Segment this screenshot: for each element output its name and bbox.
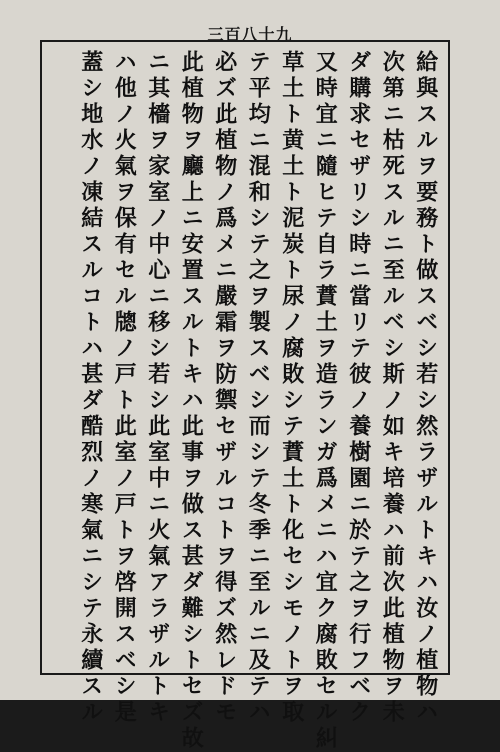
page-number: 三百八十九 (207, 25, 293, 44)
text-column (107, 50, 141, 726)
column-text: ハ他ノ火氣ヲ保有セル牕ノ戸ト此室ノ戸トヲ啓開スベシ是 (111, 50, 138, 726)
text-column (141, 50, 175, 726)
column-text: 必ズ此植物ノ爲メニ嚴霜ヲ防禦セザルコトヲ得ズ然レドモ (211, 50, 238, 726)
text-column (375, 50, 409, 726)
column-text: ニ其檣ヲ家室ノ中心ニ移シ若シ此室中ニ火氣アラザルトキ (144, 50, 171, 726)
text-column (275, 50, 309, 726)
text-column (308, 50, 342, 752)
column-text: 次第ニ枯死スルニ至ルベシ斯ノ如キ培養ハ前次此植物ヲ未 (379, 50, 406, 726)
text-column (409, 50, 443, 726)
text-column (174, 50, 208, 752)
column-text: 蓋シ地水ノ凍結スルコトハ甚ダ酷烈ノ寒氣ニシテ永續スル (77, 50, 104, 726)
column-text: テ平均ニ混和シテ之ヲ製スベシ而シテ冬季ニ至ルニ及テハ (245, 50, 272, 726)
text-column (74, 50, 108, 726)
text-column (208, 50, 242, 726)
text-frame (40, 40, 450, 752)
text-column (342, 50, 376, 726)
column-text: ダ購求セザリシ時ニ當リテ彼ノ養樹園ニ於テ之ヲ行フベク (345, 50, 372, 726)
column-text: 又時宜ニ隨ヒテ自ラ蕡土ヲ造ランガ爲メニハ宜ク腐敗セル糾 (312, 50, 339, 752)
column-text: 草土ト黄土ト泥炭ト尿ノ腐敗シテ蕡土ト化セシモノトヲ取 (278, 50, 305, 726)
column-text: 此植物ヲ廳上ニ安置スルトキハ此事ヲ做ス甚ダ難シトセズ故 (178, 50, 205, 752)
column-text: 給與スルヲ要務ト做スベシ若シ然ラザルトキハ汝ノ植物ハ (412, 50, 439, 726)
text-column (241, 50, 275, 726)
vertical-text-columns (74, 50, 443, 752)
